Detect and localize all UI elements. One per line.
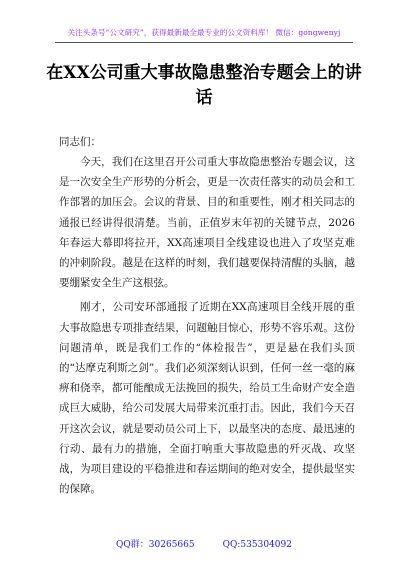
- document-title: 在XX公司重大事故隐患整治专题会上的讲话: [46, 63, 362, 108]
- footer-qq-group: QQ群：30265665: [116, 540, 195, 550]
- footer-contact: [0, 537, 408, 550]
- footer-qq: QQ:535304092: [222, 540, 292, 550]
- document-body: [59, 152, 355, 503]
- body-paragraph-2: 刚才，公司安环部通报了近期在XX高速项目全线开展的重大事故隐患专项排查结果，问题触目惊心，形势不容乐观。这份问题清单，既是我们工作的“体检报告”，更是悬在我们头顶的“达摩克利斯之剑”。我们必须深刻认识到，任何一丝一毫的麻痹和侥幸，都可能酿成无法挽回的损失，给员工生命财产安全造成巨大威胁，给公司发展大局带来沉重打击。因此，我们今天召开这次会议，就是要动员公司上下，以最坚决的态度、最迅速的行动、最有力的措施，全面打响重大事故隐患的歼灭战、攻坚战，为项目建设的平稳推进和春运期间的绝对安全，提供最坚实的保障。: [59, 301, 355, 496]
- salutation: 同志们：: [59, 136, 101, 148]
- header-promo-note: 关注头条号“公文研究”，获得最新最全最专业的公文资料库！ 微信：gongwenyj: [67, 28, 341, 37]
- header-divider: [55, 42, 353, 43]
- body-paragraph-1: 今天，我们在这里召开公司重大事故隐患整治专题会议，这是一次安全生产形势的分析会，更是一次责任落实的动员会和工作部署的加压会。会议的背景、目的和重要性，刚才相关同志的通报已经讲得很清楚。当前，正值岁末年初的关键节点，2026年春运大幕即将拉开，XX高速项目全线建设也进入了攻坚克难的冲刺阶段。越是在这样的时刻，我们越要保持清醒的头脑，越要绷紧安全生产这根弦。: [59, 156, 355, 290]
